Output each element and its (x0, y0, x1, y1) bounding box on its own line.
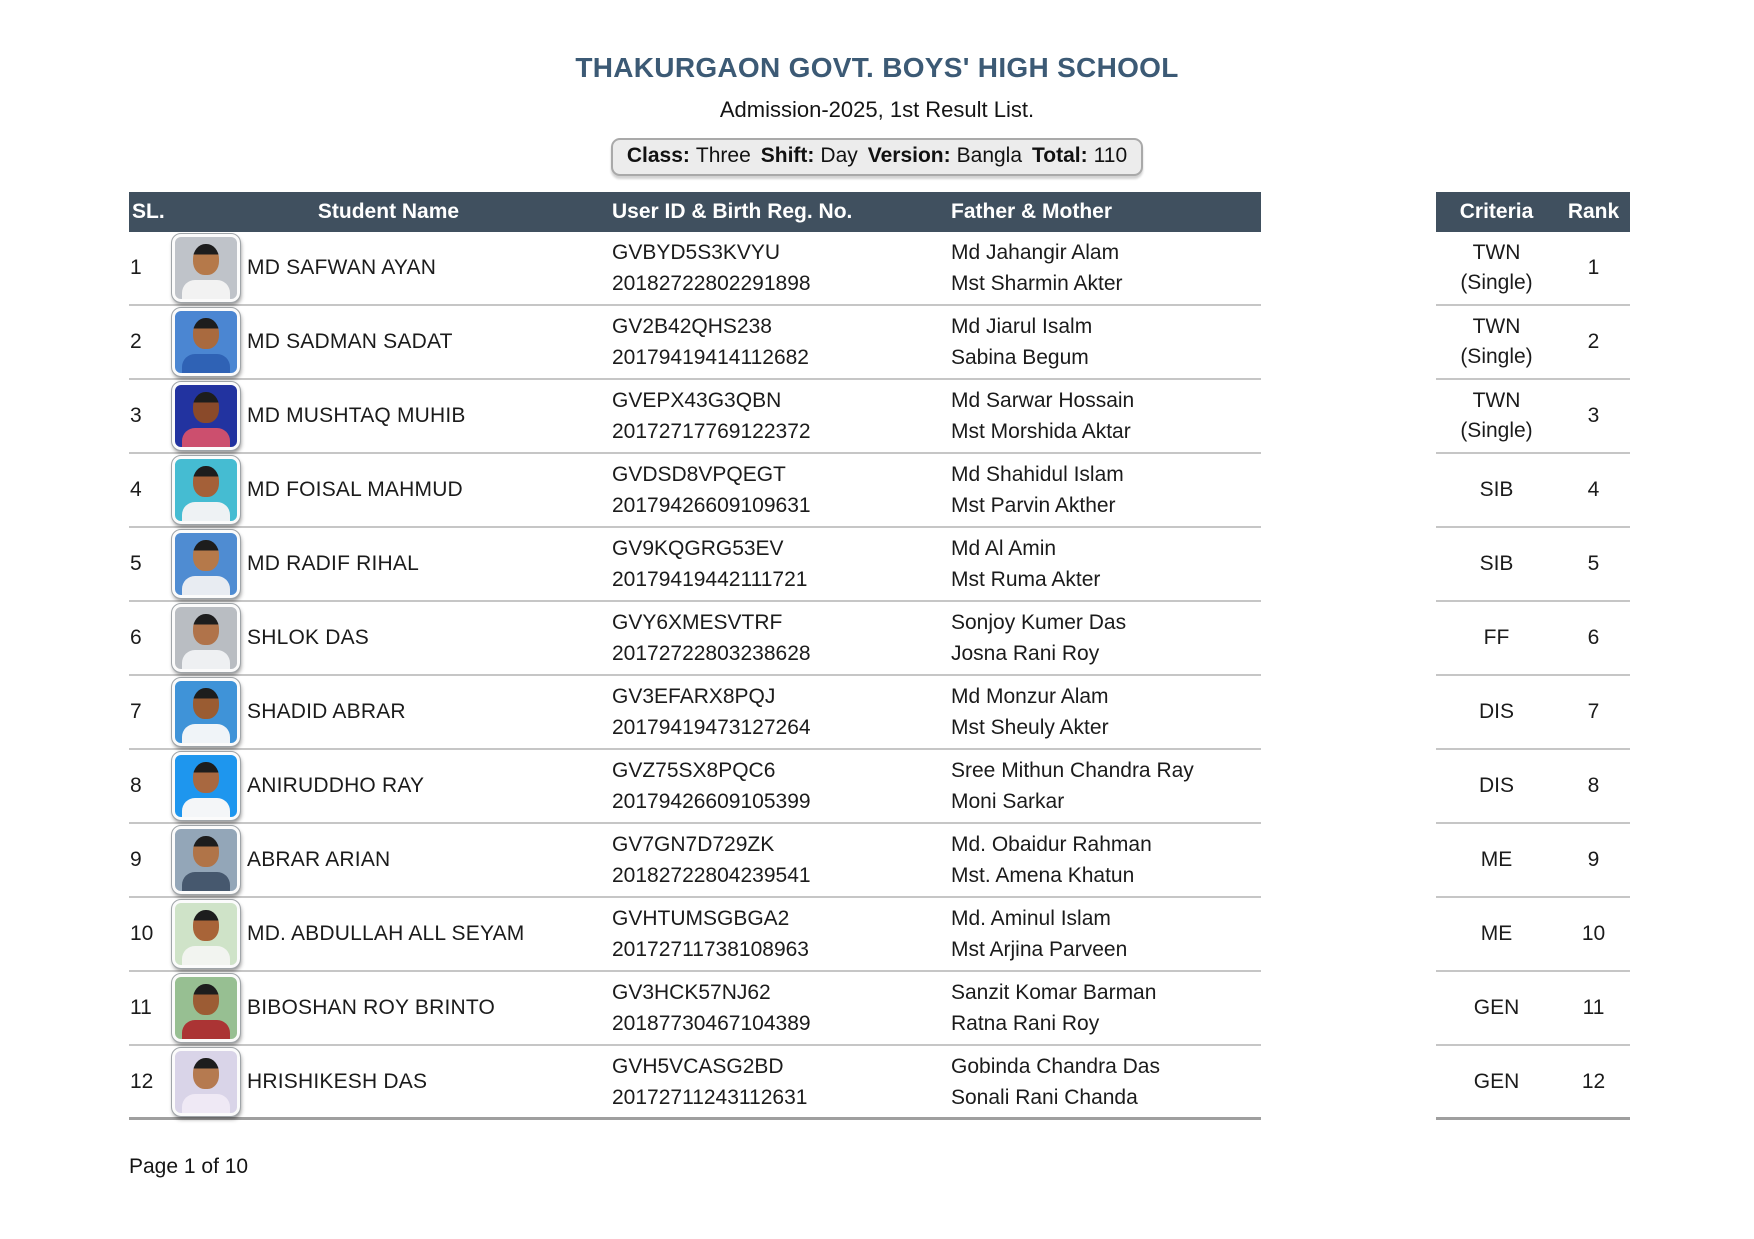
total-value: 110 (1093, 144, 1128, 167)
rank-value: 8 (1587, 774, 1600, 797)
mother-name: Mst Ruma Akter (951, 568, 1101, 591)
mother-name: Moni Sarkar (951, 790, 1065, 813)
user-id-birth-reg-cell (612, 311, 951, 373)
user-id: GVY6XMESVTRF (612, 611, 783, 634)
column-header-sl: SL. (132, 200, 165, 223)
rank-value: 3 (1587, 404, 1600, 427)
user-id-birth-reg-cell (612, 533, 951, 595)
user-id: GVBYD5S3KVYU (612, 241, 781, 264)
criteria-value: GEN (1473, 1069, 1520, 1093)
user-id: GVHTUMSGBGA2 (612, 907, 790, 930)
total-label: Total: (1032, 144, 1088, 167)
student-name: HRISHIKESH DAS (247, 1069, 428, 1093)
serial-number: 6 (130, 626, 142, 649)
criteria-value: TWN (Single) (1460, 241, 1533, 294)
serial-number: 10 (130, 922, 154, 945)
page-header (0, 0, 1754, 176)
serial-number: 2 (130, 330, 142, 353)
shift-label: Shift: (760, 144, 815, 167)
serial-number: 3 (130, 404, 142, 427)
student-name: ABRAR ARIAN (247, 848, 391, 871)
mother-name: Ratna Rani Roy (951, 1012, 1100, 1035)
student-photo (172, 382, 240, 450)
user-id: GV7GN7D729ZK (612, 833, 775, 856)
criteria-row (1436, 676, 1630, 750)
birth-reg-no: 20182722804239541 (612, 864, 811, 887)
student-photo (172, 752, 240, 820)
student-name: MD. ABDULLAH ALL SEYAM (247, 922, 525, 945)
serial-number: 9 (130, 848, 142, 871)
user-id-birth-reg-cell (612, 755, 951, 817)
version-value: Bangla (956, 144, 1023, 167)
user-id: GVH5VCASG2BD (612, 1054, 784, 1078)
birth-reg-no: 20179426609109631 (612, 494, 811, 517)
column-header-rank: Rank (1567, 200, 1620, 223)
table-row (129, 676, 1261, 750)
user-id-birth-reg-cell (612, 977, 951, 1039)
school-name-title: THAKURGAON GOVT. BOYS' HIGH SCHOOL (575, 52, 1179, 83)
class-value: Three (695, 144, 751, 167)
father-mother-cell (951, 607, 1261, 669)
rank-value: 5 (1587, 552, 1600, 575)
father-name: Sanzit Komar Barman (951, 981, 1157, 1004)
table-row (129, 528, 1261, 602)
user-id-birth-reg-cell (612, 829, 951, 891)
criteria-row (1436, 380, 1630, 454)
father-mother-cell (951, 1051, 1261, 1113)
user-id-birth-reg-cell (612, 459, 951, 521)
rank-value: 10 (1581, 922, 1606, 945)
user-id: GV3EFARX8PQJ (612, 685, 776, 708)
criteria-row (1436, 1046, 1630, 1120)
user-id-birth-reg-cell (612, 903, 951, 965)
father-mother-cell (951, 311, 1261, 373)
user-id-birth-reg-cell (612, 1051, 951, 1113)
criteria-row (1436, 232, 1630, 306)
criteria-row (1436, 972, 1630, 1046)
column-header-student-name: Student Name (317, 200, 460, 223)
table-row (129, 232, 1261, 306)
father-mother-cell (951, 755, 1261, 817)
father-mother-cell (951, 903, 1261, 965)
table-row (129, 898, 1261, 972)
criteria-value: GEN (1473, 996, 1520, 1019)
criteria-row (1436, 824, 1630, 898)
father-mother-cell (951, 681, 1261, 743)
shift-value: Day (820, 144, 858, 167)
table-row (129, 454, 1261, 528)
user-id: GVEPX43G3QBN (612, 389, 782, 412)
table-row (129, 380, 1261, 454)
user-id-birth-reg-cell (612, 237, 951, 299)
father-name: Sree Mithun Chandra Ray (951, 759, 1194, 782)
birth-reg-no: 20172711738108963 (612, 938, 809, 961)
user-id: GV2B42QHS238 (612, 315, 772, 338)
rank-value: 12 (1581, 1069, 1606, 1093)
class-label: Class: (626, 144, 690, 167)
mother-name: Josna Rani Roy (951, 642, 1100, 665)
rank-value: 11 (1582, 996, 1605, 1019)
table-row (129, 306, 1261, 380)
user-id: GVDSD8VPQEGT (612, 463, 786, 486)
student-photo (172, 530, 240, 598)
student-photo (172, 1048, 240, 1116)
mother-name: Mst Sharmin Akter (951, 272, 1123, 295)
user-id: GV9KQGRG53EV (612, 537, 784, 560)
criteria-value: SIB (1479, 552, 1514, 575)
students-table-header (129, 192, 1261, 232)
birth-reg-no: 20172722803238628 (612, 642, 811, 665)
serial-number: 12 (130, 1069, 154, 1093)
birth-reg-no: 20182722802291898 (612, 272, 811, 295)
criteria-row (1436, 528, 1630, 602)
father-name: Md. Obaidur Rahman (951, 833, 1152, 856)
student-photo (172, 234, 240, 302)
serial-number: 8 (130, 774, 142, 797)
father-name: Md. Aminul Islam (951, 907, 1111, 930)
father-name: Md Jahangir Alam (951, 241, 1120, 264)
father-mother-cell (951, 459, 1261, 521)
student-name: MD MUSHTAQ MUHIB (247, 404, 466, 427)
student-photo (172, 678, 240, 746)
mother-name: Mst Arjina Parveen (951, 938, 1128, 961)
criteria-row (1436, 898, 1630, 972)
mother-name: Mst Morshida Aktar (951, 420, 1131, 443)
table-row (129, 750, 1261, 824)
rank-value: 4 (1587, 478, 1600, 501)
rank-value: 9 (1587, 848, 1600, 871)
criteria-value: DIS (1478, 700, 1514, 723)
column-header-father-mother: Father & Mother (951, 200, 1113, 223)
version-label: Version: (867, 144, 951, 167)
student-name: ANIRUDDHO RAY (247, 774, 425, 797)
user-id: GVZ75SX8PQC6 (612, 759, 776, 782)
rank-value: 6 (1587, 626, 1600, 649)
father-mother-cell (951, 829, 1261, 891)
father-name: Md Jiarul Isalm (951, 315, 1093, 338)
father-mother-cell (951, 977, 1261, 1039)
page-number: Page 1 of 10 (129, 1155, 249, 1178)
student-name: MD SAFWAN AYAN (247, 256, 437, 279)
mother-name: Mst Parvin Akther (951, 494, 1116, 517)
user-id-birth-reg-cell (612, 385, 951, 447)
student-name: MD FOISAL MAHMUD (247, 478, 463, 501)
criteria-row (1436, 750, 1630, 824)
student-photo (172, 456, 240, 524)
father-mother-cell (951, 385, 1261, 447)
column-header-criteria: Criteria (1459, 200, 1534, 223)
table-row (129, 1046, 1261, 1120)
student-name: MD RADIF RIHAL (247, 552, 419, 575)
criteria-value: TWN (Single) (1460, 315, 1533, 368)
criteria-row (1436, 602, 1630, 676)
rank-value: 2 (1587, 330, 1600, 353)
father-name: Sonjoy Kumer Das (951, 611, 1127, 634)
result-list-subtitle: Admission-2025, 1st Result List. (719, 97, 1035, 122)
tables-area (129, 192, 1630, 1120)
table-row (129, 972, 1261, 1046)
mother-name: Sabina Begum (951, 346, 1089, 369)
criteria-row (1436, 306, 1630, 380)
birth-reg-no: 20179426609105399 (612, 790, 811, 813)
student-photo (172, 900, 240, 968)
serial-number: 1 (130, 256, 142, 279)
mother-name: Mst. Amena Khatun (951, 864, 1135, 887)
rank-value: 7 (1587, 700, 1600, 723)
criteria-value: DIS (1478, 774, 1514, 797)
birth-reg-no: 20187730467104389 (612, 1012, 811, 1035)
father-name: Md Monzur Alam (951, 685, 1109, 708)
column-header-user-id: User ID & Birth Reg. No. (612, 200, 853, 223)
student-name: MD SADMAN SADAT (247, 330, 453, 353)
rank-value: 1 (1587, 256, 1600, 279)
criteria-value: TWN (Single) (1460, 389, 1533, 442)
serial-number: 4 (130, 478, 142, 501)
class-info-box (611, 138, 1143, 176)
criteria-rank-table (1436, 192, 1630, 1120)
student-photo (172, 604, 240, 672)
father-name: Md Shahidul Islam (951, 463, 1124, 486)
serial-number: 7 (130, 700, 142, 723)
criteria-value: ME (1480, 922, 1513, 945)
criteria-value: ME (1480, 848, 1513, 871)
student-photo (172, 826, 240, 894)
serial-number: 11 (130, 996, 152, 1019)
user-id-birth-reg-cell (612, 681, 951, 743)
user-id: GV3HCK57NJ62 (612, 981, 771, 1004)
user-id-birth-reg-cell (612, 607, 951, 669)
student-photo (172, 308, 240, 376)
birth-reg-no: 20172711243112631 (612, 1085, 808, 1109)
student-name: BIBOSHAN ROY BRINTO (247, 996, 496, 1019)
table-row (129, 824, 1261, 898)
criteria-value: FF (1483, 626, 1510, 649)
criteria-table-header (1436, 192, 1630, 232)
students-table (129, 192, 1261, 1120)
mother-name: Sonali Rani Chanda (951, 1085, 1138, 1109)
birth-reg-no: 20172717769122372 (612, 420, 811, 443)
father-name: Md Sarwar Hossain (951, 389, 1135, 412)
mother-name: Mst Sheuly Akter (951, 716, 1109, 739)
table-row (129, 602, 1261, 676)
father-name: Md Al Amin (951, 537, 1057, 560)
serial-number: 5 (130, 552, 142, 575)
birth-reg-no: 20179419414112682 (612, 346, 809, 369)
criteria-value: SIB (1479, 478, 1514, 501)
student-name: SHADID ABRAR (247, 700, 406, 723)
student-name: SHLOK DAS (247, 626, 370, 649)
criteria-row (1436, 454, 1630, 528)
student-photo (172, 974, 240, 1042)
birth-reg-no: 20179419473127264 (612, 716, 811, 739)
birth-reg-no: 20179419442111721 (612, 568, 808, 591)
father-mother-cell (951, 533, 1261, 595)
father-name: Gobinda Chandra Das (951, 1054, 1160, 1078)
father-mother-cell (951, 237, 1261, 299)
